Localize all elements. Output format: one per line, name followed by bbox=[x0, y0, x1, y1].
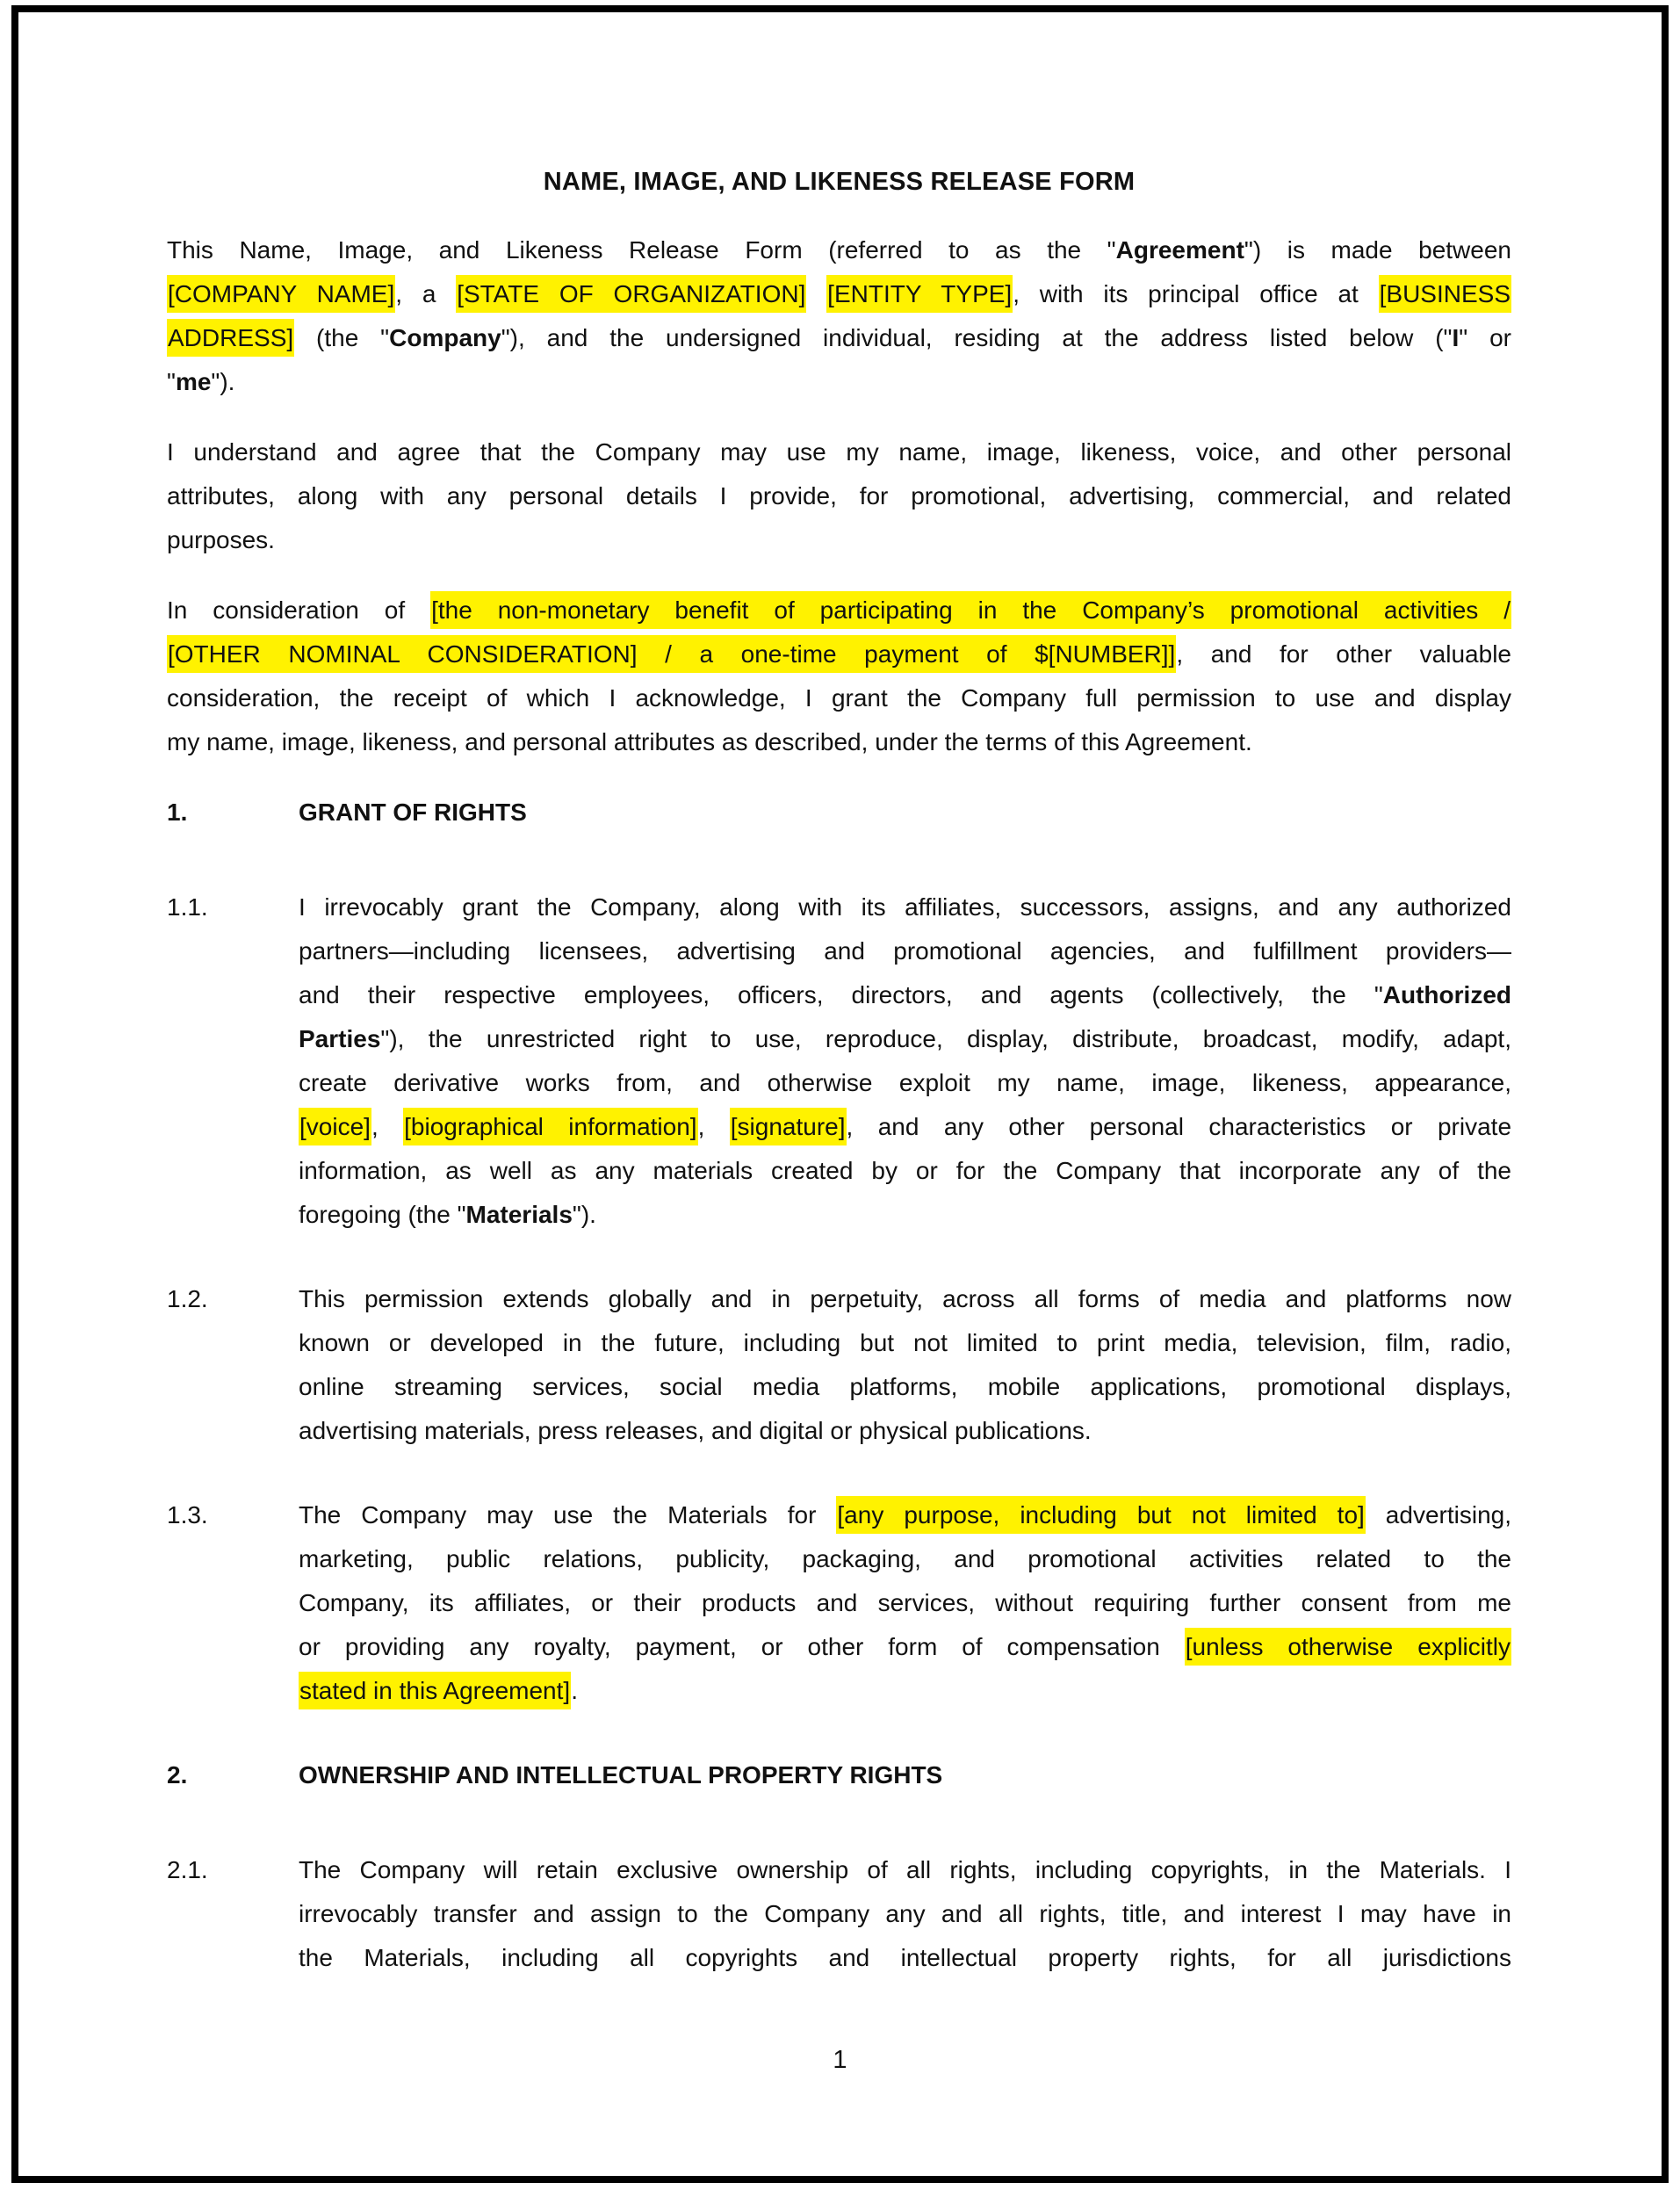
text-line bbox=[299, 1321, 1511, 1365]
clause-1-3 bbox=[167, 1493, 1511, 1713]
text-segment: GRANT OF RIGHTS bbox=[299, 799, 527, 826]
text-segment: or providing any royalty, payment, or other form of compensation bbox=[299, 1633, 1185, 1660]
text-line bbox=[299, 1061, 1511, 1105]
text-line bbox=[299, 973, 1511, 1017]
text-line bbox=[167, 360, 1511, 404]
text-segment: The Company may use the Materials for bbox=[299, 1501, 837, 1529]
heading-1 bbox=[167, 791, 1511, 835]
text-segment: I understand and agree that the Company may use my name, image, likeness, voice, and other personal bbox=[167, 438, 1511, 466]
text-segment: This permission extends globally and in perpetuity, across all forms of media and platforms now bbox=[299, 1285, 1511, 1312]
paragraph-3 bbox=[167, 589, 1511, 764]
clause-1-1 bbox=[167, 885, 1511, 1237]
text-segment: , bbox=[371, 1113, 404, 1140]
highlighted-placeholder: stated in this Agreement] bbox=[299, 1672, 571, 1709]
text-segment: create derivative works from, and otherwise exploit my name, image, likeness, appearance, bbox=[299, 1069, 1511, 1096]
text-line bbox=[299, 1848, 1511, 1892]
text-line bbox=[167, 272, 1511, 316]
text-line bbox=[167, 316, 1511, 360]
page-number: 1 bbox=[833, 2046, 847, 2074]
clause-1-2 bbox=[167, 1277, 1511, 1453]
text-line bbox=[167, 720, 1511, 764]
text-segment: "). bbox=[572, 1201, 596, 1228]
text-segment: . bbox=[571, 1677, 578, 1704]
section-number: 2. bbox=[167, 1761, 188, 1789]
text-line bbox=[299, 1017, 1511, 1061]
highlighted-placeholder: [OTHER NOMINAL CONSIDERATION] / a one-time payment of $[NUMBER]] bbox=[167, 635, 1176, 673]
text-segment: known or developed in the future, including but not limited to print media, television, film, radio, bbox=[299, 1329, 1511, 1356]
highlighted-placeholder: [BUSINESS bbox=[1379, 275, 1511, 313]
text-line bbox=[167, 676, 1511, 720]
text-segment: the Materials, including all copyrights and intellectual property rights, for all jurisdictions bbox=[299, 1944, 1511, 1971]
text-segment: "). bbox=[211, 368, 235, 395]
text-segment: This Name, Image, and Likeness Release Form (referred to as the " bbox=[167, 236, 1116, 264]
text-line bbox=[167, 228, 1511, 272]
heading-2 bbox=[167, 1753, 1511, 1797]
text-line bbox=[299, 1753, 1511, 1797]
text-segment: and their respective employees, officers, directors, and agents (collectively, the " bbox=[299, 981, 1383, 1008]
text-segment: Parties bbox=[299, 1025, 381, 1052]
highlighted-placeholder: [voice] bbox=[299, 1108, 371, 1145]
text-line bbox=[299, 1193, 1511, 1237]
text-segment: purposes. bbox=[167, 526, 275, 553]
clause-2-1 bbox=[167, 1848, 1511, 1980]
text-segment: advertising, bbox=[1365, 1501, 1511, 1529]
text-line bbox=[299, 1892, 1511, 1936]
text-line bbox=[299, 1493, 1511, 1537]
page-title: NAME, IMAGE, AND LIKENESS RELEASE FORM bbox=[543, 168, 1136, 196]
text-line bbox=[299, 1365, 1511, 1409]
text-segment: , bbox=[697, 1113, 730, 1140]
paragraph-2 bbox=[167, 430, 1511, 562]
highlighted-placeholder: [signature] bbox=[730, 1108, 847, 1145]
text-segment: Company bbox=[389, 324, 501, 351]
text-line bbox=[167, 632, 1511, 676]
text-line bbox=[167, 474, 1511, 518]
text-segment: my name, image, likeness, and personal attributes as described, under the terms of this Agreement. bbox=[167, 728, 1252, 755]
text-line bbox=[299, 1277, 1511, 1321]
text-segment: marketing, public relations, publicity, packaging, and promotional activities related to the bbox=[299, 1545, 1511, 1572]
text-line bbox=[299, 1409, 1511, 1453]
text-segment: I irrevocably grant the Company, along with its affiliates, successors, assigns, and any authorized bbox=[299, 893, 1511, 921]
text-line bbox=[167, 518, 1511, 562]
text-line bbox=[299, 929, 1511, 973]
text-line bbox=[299, 791, 1511, 835]
text-line bbox=[299, 1625, 1511, 1669]
text-segment: online streaming services, social media platforms, mobile applications, promotional displays, bbox=[299, 1373, 1511, 1400]
text-segment: me bbox=[175, 368, 212, 395]
text-segment: irrevocably transfer and assign to the Company any and all rights, title, and interest I may have in bbox=[299, 1900, 1511, 1927]
document-body bbox=[167, 160, 1511, 2020]
paragraph-1 bbox=[167, 228, 1511, 404]
highlighted-placeholder: [ENTITY TYPE] bbox=[826, 275, 1013, 313]
text-line bbox=[167, 589, 1511, 632]
text-segment: consideration, the receipt of which I acknowledge, I grant the Company full permission to use and display bbox=[167, 684, 1511, 712]
text-line bbox=[299, 1936, 1511, 1980]
section-number: 2.1. bbox=[167, 1856, 208, 1883]
text-segment: In consideration of bbox=[167, 596, 431, 624]
highlighted-placeholder: [any purpose, including but not limited to] bbox=[836, 1496, 1365, 1534]
text-segment: Materials bbox=[465, 1201, 573, 1228]
text-segment: I bbox=[1452, 324, 1460, 351]
text-segment: information, as well as any materials created by or for the Company that incorporate any of the bbox=[299, 1157, 1511, 1184]
text-segment: ") is made between bbox=[1244, 236, 1511, 264]
highlighted-placeholder: [biographical information] bbox=[403, 1108, 697, 1145]
text-line bbox=[299, 1669, 1511, 1713]
text-segment: , with its principal office at bbox=[1013, 280, 1379, 307]
text-line bbox=[167, 430, 1511, 474]
text-line bbox=[299, 1537, 1511, 1581]
text-segment: The Company will retain exclusive ownership of all rights, including copyrights, in the Materials. I bbox=[299, 1856, 1511, 1883]
text-segment: , and for other valuable bbox=[1176, 640, 1511, 668]
text-segment: " bbox=[167, 368, 176, 395]
highlighted-placeholder: [unless otherwise explicitly bbox=[1185, 1628, 1511, 1666]
text-segment: attributes, along with any personal details I provide, for promotional, advertising, commercial, and related bbox=[167, 482, 1511, 510]
section-number: 1.1. bbox=[167, 893, 208, 921]
text-segment: "), and the undersigned individual, residing at the address listed below (" bbox=[501, 324, 1453, 351]
section-number: 1.2. bbox=[167, 1285, 208, 1312]
highlighted-placeholder: [STATE OF ORGANIZATION] bbox=[456, 275, 806, 313]
text-line bbox=[299, 1105, 1511, 1149]
text-segment: foregoing (the " bbox=[299, 1201, 466, 1228]
text-segment: "), the unrestricted right to use, reproduce, display, distribute, broadcast, modify, adapt, bbox=[380, 1025, 1511, 1052]
text-segment: OWNERSHIP AND INTELLECTUAL PROPERTY RIGHTS bbox=[299, 1761, 943, 1789]
text-segment: Agreement bbox=[1115, 236, 1244, 264]
text-segment bbox=[806, 280, 826, 307]
text-segment: advertising materials, press releases, and digital or physical publications. bbox=[299, 1417, 1092, 1444]
text-segment: , a bbox=[395, 280, 457, 307]
section-number: 1.3. bbox=[167, 1501, 208, 1529]
text-segment: (the " bbox=[294, 324, 390, 351]
highlighted-placeholder: ADDRESS] bbox=[167, 319, 294, 357]
text-segment: partners—including licensees, advertising and promotional agencies, and fulfillment providers— bbox=[299, 937, 1511, 965]
highlighted-placeholder: [the non-monetary benefit of participating in the Company’s promotional activities / bbox=[430, 591, 1511, 629]
section-number: 1. bbox=[167, 799, 188, 826]
text-segment: , and any other personal characteristics or private bbox=[846, 1113, 1512, 1140]
highlighted-placeholder: [COMPANY NAME] bbox=[167, 275, 395, 313]
text-segment: Authorized bbox=[1382, 981, 1511, 1008]
text-line bbox=[299, 1149, 1511, 1193]
text-line bbox=[299, 885, 1511, 929]
text-segment: " or bbox=[1459, 324, 1512, 351]
text-line bbox=[299, 1581, 1511, 1625]
text-segment: Company, its affiliates, or their products and services, without requiring further consent from me bbox=[299, 1589, 1511, 1616]
